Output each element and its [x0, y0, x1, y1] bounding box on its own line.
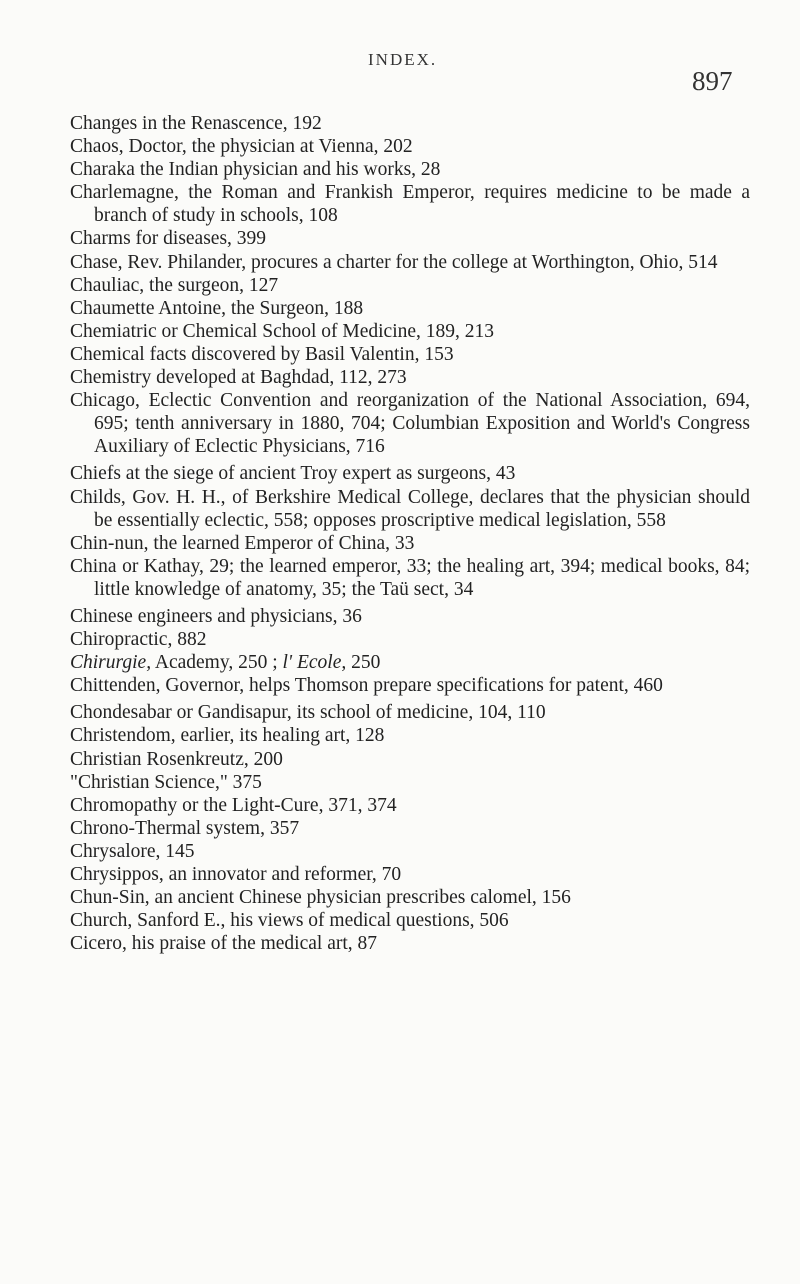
index-entry: Chrysalore, 145: [70, 840, 195, 862]
index-entry: Chase, Rev. Philander, procures a charter for the college at Worthington, Ohio, 514: [70, 251, 718, 273]
index-entries: [70, 112, 750, 955]
index-entry: China or Kathay, 29; the learned emperor, 33; the healing art, 394; medical books, 84; little knowledge of anatomy, 35; the Taü sect, 34: [70, 555, 750, 600]
index-entry: Chin-nun, the learned Emperor of China, 33: [70, 532, 415, 554]
index-entry: Chondesabar or Gandisapur, its school of medicine, 104, 110: [70, 702, 546, 724]
index-entry: Childs, Gov. H. H., of Berkshire Medical College, declares that the physician should be essentially eclectic, 558; opposes proscriptive medical legislation, 558: [70, 486, 750, 531]
index-entry: Chromopathy or the Light-Cure, 371, 374: [70, 794, 397, 816]
index-entry: Chaumette Antoine, the Surgeon, 188: [70, 297, 364, 319]
index-entry: Church, Sanford E., his views of medical questions, 506: [70, 910, 509, 932]
entry-text: 250: [346, 652, 381, 674]
index-entry: Chemistry developed at Baghdad, 112, 273: [70, 367, 407, 389]
index-entry: Chaos, Doctor, the physician at Vienna, 202: [70, 136, 413, 158]
page-number: 897: [692, 66, 733, 96]
index-entry: Chiefs at the siege of ancient Troy expert as surgeons, 43: [70, 463, 516, 485]
index-entry: Chicago, Eclectic Convention and reorganization of the National Association, 694, 695; tenth anniversary in 1880, 704; Columbian Exposition and World's Congress Auxiliary of Eclectic Physicians, 716: [70, 390, 750, 458]
index-entry: Chittenden, Governor, helps Thomson prepare specifications for patent, 460: [70, 675, 663, 697]
index-entry: Chemiatric or Chemical School of Medicine, 189, 213: [70, 320, 495, 342]
index-entry: Chemical facts discovered by Basil Valentin, 153: [70, 343, 454, 365]
index-entry: Cicero, his praise of the medical art, 87: [70, 933, 378, 955]
entry-text: Academy, 250 ;: [151, 652, 283, 674]
index-entry: Chiropractic, 882: [70, 629, 207, 651]
index-entry: Chinese engineers and physicians, 36: [70, 605, 362, 627]
index-entry: Chrono-Thermal system, 357: [70, 817, 300, 839]
index-entry: Charlemagne, the Roman and Frankish Emperor, requires medicine to be made a branch of study in schools, 108: [70, 182, 750, 227]
index-entry: Christendom, earlier, its healing art, 128: [70, 725, 385, 747]
index-entry: Chrysippos, an innovator and reformer, 70: [70, 864, 402, 885]
index-entry: "Christian Science," 375: [70, 771, 262, 793]
entry-italic-term: Chirurgie,: [70, 652, 152, 674]
index-entry: Charaka the Indian physician and his works, 28: [70, 159, 441, 181]
running-head: INDEX.: [368, 50, 438, 69]
index-entry: Charms for diseases, 399: [70, 228, 267, 250]
entry-italic-term: l' Ecole,: [282, 652, 347, 674]
index-entry: [70, 651, 750, 674]
index-entry: Chauliac, the surgeon, 127: [70, 274, 279, 296]
index-entry: Christian Rosenkreutz, 200: [70, 748, 283, 770]
index-entry: Chun-Sin, an ancient Chinese physician prescribes calomel, 156: [70, 887, 571, 909]
index-entry: Changes in the Renascence, 192: [70, 113, 322, 134]
